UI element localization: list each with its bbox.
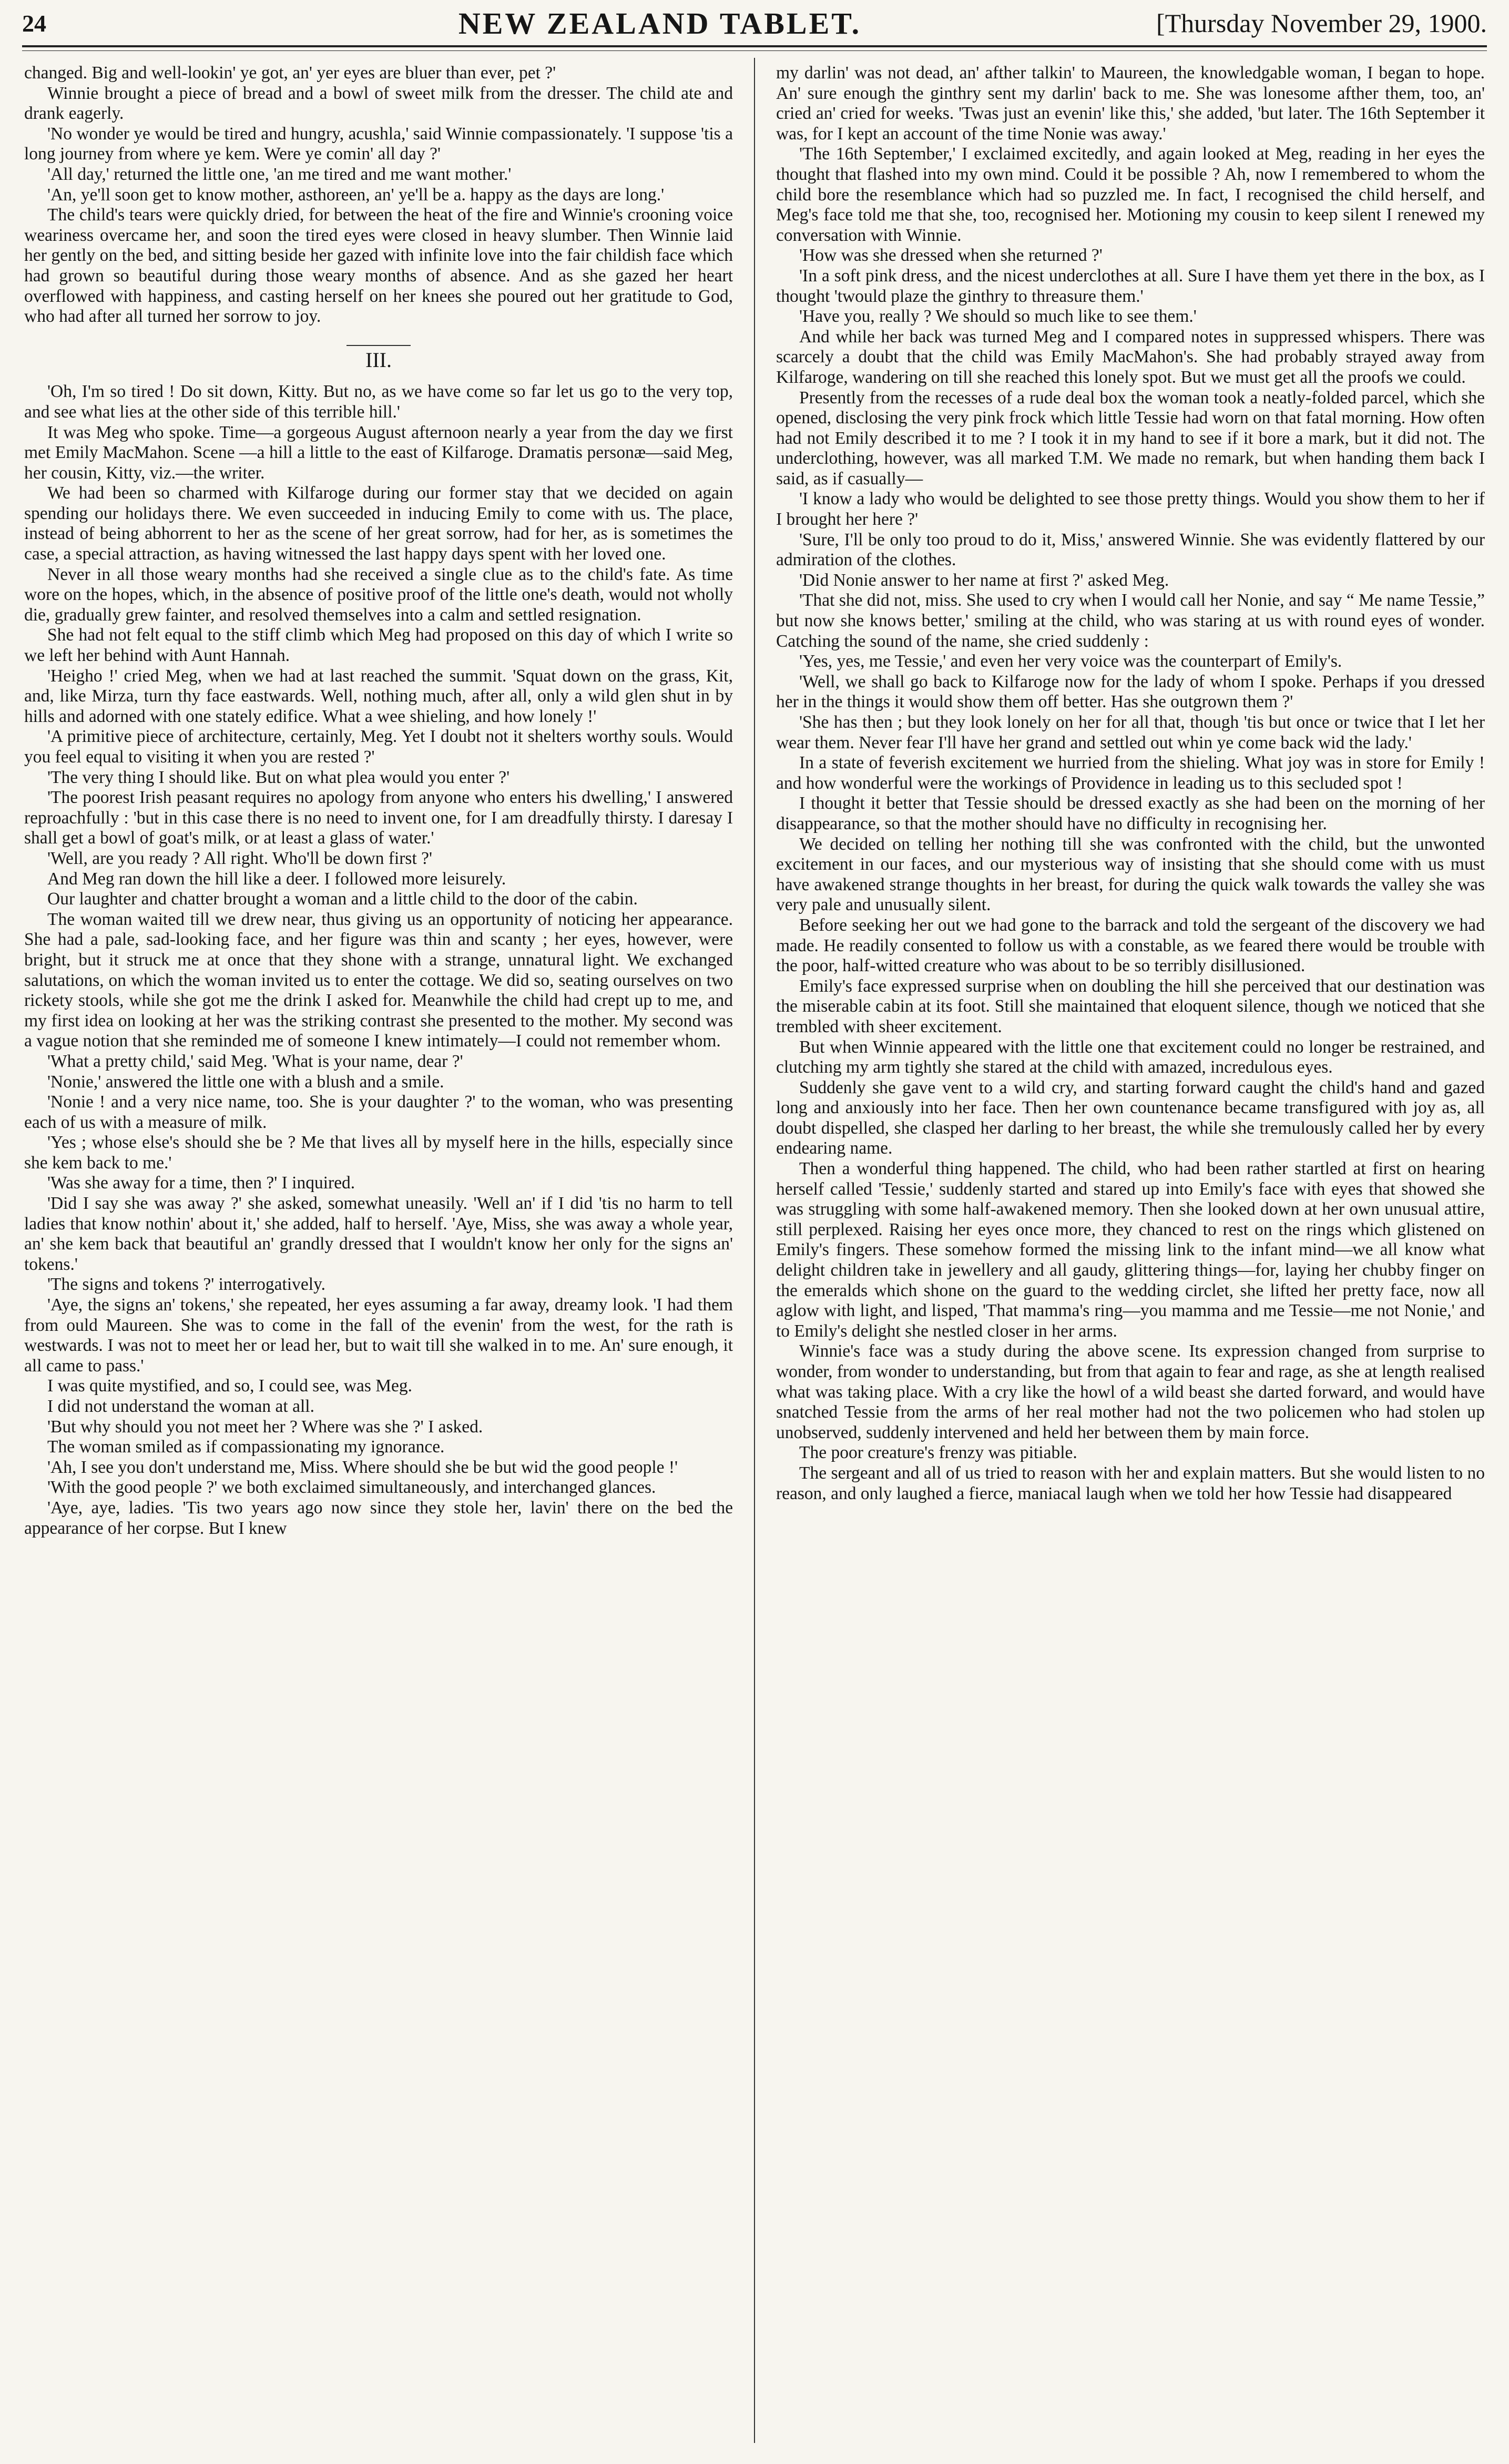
left-column-continuation [24,382,733,1539]
paragraph: 'Did I say she was away ?' she asked, somewhat uneasily. 'Well an' if I did 'tis no harm to tell ladies that know nothin' about it,' she added, half to herself. 'Aye, Miss, she was away a whole year, an' she kem back that beautiful an' grandly dressed that I wouldn't know her only for the signs an' tokens.' [24,1194,733,1274]
paragraph: But when Winnie appeared with the little one that excitement could no longer be restrained, and clutching my arm tightly she stared at the child with amazed, incredulous eyes. [776,1037,1485,1077]
paragraph: 'Aye, the signs an' tokens,' she repeated, her eyes assuming a far away, dreamy look. 'I had them from ould Maureen. She was to come in the fall of the evenin' from the west, for the rath is westwards. I was not to meet her or lead her, but to wait till she walked in to me. An' sure enough, it all came to pass.' [24,1295,733,1376]
paragraph: 'Sure, I'll be only too proud to do it, Miss,' answered Winnie. She was evidently flattered by our admiration of the clothes. [776,530,1485,570]
page-number: 24 [22,9,46,37]
paragraph: She had not felt equal to the stiff climb which Meg had proposed on this day of which I write so we left her behind with Aunt Hannah. [24,625,733,666]
paragraph: 'Did Nonie answer to her name at first ?' asked Meg. [799,570,1169,590]
paragraph: 'Was she away for a time, then ?' I inquired. [47,1173,355,1193]
paragraph: The child's tears were quickly dried, for between the heat of the fire and Winnie's crooning voice weariness overcame her, and soon the tired eyes were closed in heavy slumber. Then Winnie laid her gently on the bed, and sitting beside her gazed with infinite love into the fair childish face which had grown so beautiful during those weary months of absence. And as she gazed her heart overflowed with happiness, and casting herself on her knees she poured out her gratitude to God, who had after all turned her sorrow to joy. [24,205,733,327]
paragraph: 'All day,' returned the little one, 'an me tired and me want mother.' [47,164,512,184]
paragraph: I thought it better that Tessie should be dressed exactly as she had been on the morning of her disappearance, so that the mother should have no difficulty in recognising her. [776,793,1485,833]
paragraph: Winnie's face was a study during the above scene. Its expression changed from surprise to wonder, from wonder to understanding, but from that again to fear and rage, as she at length realised what was taking place. With a cry like the howl of a wild beast she darted forward, and would have snatched Tessie from the arms of her real mother had not the two policemen who had stolen up unobserved, suddenly intervened and held her between them by main force. [776,1341,1485,1442]
paragraph: 'That she did not, miss. She used to cry when I would call her Nonie, and say “ Me name Tessie,” but now she knows better,' smiling at the child, who was staring at us with round eyes of wonder. Catching the sound of the name, she cried suddenly : [776,590,1485,651]
paragraph: Our laughter and chatter brought a woman and a little child to the door of the cabin. [47,889,638,909]
header-rule-thin [22,50,1487,51]
paragraph: 'How was she dressed when she returned ?' [799,246,1103,266]
paragraph: I was quite mystified, and so, I could see, was Meg. [47,1376,413,1396]
left-column [24,63,733,2453]
paragraph: Winnie brought a piece of bread and a bowl of sweet milk from the dresser. The child ate and drank eagerly. [24,83,733,124]
right-column [776,63,1485,2453]
left-column-opening [24,63,733,327]
paragraph: The woman smiled as if compassionating my ignorance. [47,1437,445,1457]
paragraph: 'I know a lady who would be delighted to see those pretty things. Would you show them to her if I brought her here ?' [776,489,1485,530]
paragraph: The poor creature's frenzy was pitiable. [799,1443,1077,1463]
paragraph: 'Well, we shall go back to Kilfaroge now for the lady of whom I spoke. Perhaps if you dressed her in the things it would show them off better. Has she outgrown them ?' [776,671,1485,712]
paragraph: Suddenly she gave vent to a wild cry, and starting forward caught the child's hand and gazed long and anxiously into her face. Then her own countenance became transfigured with joy as, all doubt dispelled, she clasped her darling to her breast, the while she tremulously called her by every endearing name. [776,1077,1485,1158]
paragraph: And Meg ran down the hill like a deer. I followed more leisurely. [47,869,506,889]
paragraph: We had been so charmed with Kilfaroge during our former stay that we decided on again spending our holidays there. We even succeeded in inducing Emily to come with us. The place, instead of being abhorrent to her as the scene of her great sorrow, had for her, as is sometimes the case, a special attraction, as having witnessed the last happy days spent with her loved one. [24,483,733,564]
right-column-body [776,63,1485,1504]
page-header [22,4,1487,42]
paragraph: 'But why should you not meet her ? Where was she ?' I asked. [47,1417,483,1437]
header-rule-thick [22,45,1487,47]
paragraph: 'Ah, I see you don't understand me, Miss. Where should she be but wid the good people !' [47,1457,678,1477]
paragraph: The sergeant and all of us tried to reason with her and explain matters. But she would listen to no reason, and only laughed a fierce, maniacal laugh when we told her how Tessie had disappeared [776,1463,1485,1503]
paragraph: Never in all those weary months had she received a single clue as to the child's fate. As time wore on the hopes, which, in the absence of positive proof of the little one's death, would not wholly die, gradually grew fainter, and resolved themselves into a calm and settled resignation. [24,564,733,625]
paragraph: my darlin' was not dead, an' afther talkin' to Maureen, the knowledgable woman, I began to hope. An' sure enough the ginthry sent my darlin' back to me. She was lonesome afther them, too, an' cried an' cried for weeks. 'Twas just an evenin' like this,' she added, 'but later. The 16th September it was, for I kept an account of the time Nonie was away.' [776,63,1485,144]
paragraph: 'The signs and tokens ?' interrogatively. [47,1275,326,1295]
dateline: [Thursday November 29, 1900. [1156,8,1487,38]
paragraph: 'Aye, aye, ladies. 'Tis two years ago now since they stole her, lavin' there on the bed the appearance of her corpse. But I knew [24,1498,733,1538]
paragraph: 'Yes ; whose else's should she be ? Me that lives all by myself here in the hills, especially since she kem back to me.' [24,1133,733,1173]
column-divider [754,58,755,2443]
paragraph: Emily's face expressed surprise when on doubling the hill she perceived that our destination was the miserable cabin at its foot. Still she maintained that eloquent silence, though we noticed that she trembled with sheer excitement. [776,976,1485,1036]
paragraph: 'An, ye'll soon get to know mother, asthoreen, an' ye'll be a. happy as the days are long.' [47,185,665,205]
paragraph: 'No wonder ye would be tired and hungry, acushla,' said Winnie compassionately. 'I suppose 'tis a long journey from where ye kem. Were ye comin' all day ?' [24,124,733,164]
paragraph: 'In a soft pink dress, and the nicest underclothes at all. Sure I have them yet there in the box, as I thought 'twould plaze the ginthry to threasure them.' [776,266,1485,306]
masthead-title: NEW ZEALAND TABLET. [458,6,862,40]
paragraph: The woman waited till we drew near, thus giving us an opportunity of noticing her appearance. She had a pale, sad-looking face, and her figure was thin and scanty ; her eyes, however, were bright, but it struck me at once that they shone with a strange, unnatural light. We exchanged salutations, on which the woman invited us to enter the cottage. We did so, seating ourselves on two rickety stools, while she got me the drink I asked for. Meanwhile the child had crept up to me, and my first idea on looking at her was the striking contrast she presented to the mother. My second was a vague notion that she reminded me of someone I knew intimately—I could not remember whom. [24,909,733,1051]
paragraph: 'The very thing I should like. But on what plea would you enter ?' [47,767,510,787]
paragraph: Then a wonderful thing happened. The child, who had been rather startled at first on hearing herself called 'Tessie,' suddenly started and stared up into Emily's face with eyes that showed she was struggling with some half-awakened memory. Then she looked down at her own unusual attire, still perplexed. Raising her eyes once more, they chanced to rest on the rings which glistened on Emily's fingers. These somehow formed the missing link to the infant mind—we all know what delight children take in jewellery and all gaudy, glittering things—for, laying her chubby finger on the emeralds which shone on the guard to the wedding circlet, she lifted her pretty face, now all aglow with light, and lisped, 'That mamma's ring—you mamma and me Tessie—me not Nonie,' and to Emily's delight she nestled closer in her arms. [776,1159,1485,1341]
paragraph: I did not understand the woman at all. [47,1397,314,1416]
paragraph: Before seeking her out we had gone to the barrack and told the sergeant of the discovery we had made. He readily consented to follow us with a constable, as we feared there would be trouble with the poor, half-witted creature who was about to be so terribly disillusioned. [776,915,1485,976]
paragraph: 'The 16th September,' I exclaimed excitedly, and again looked at Meg, reading in her eyes the thought that flashed into my own mind. Could it be possible ? Ah, now I remembered to whom the child bore the resemblance which had so puzzled me. In fact, I recognised the child herself, and Meg's face told me that she, too, recognised her. Motioning my cousin to keep silent I renewed my conversation with Winnie. [776,144,1485,245]
paragraph: 'Well, are you ready ? All right. Who'll be down first ?' [47,848,433,868]
section-heading [24,345,733,371]
paragraph: 'A primitive piece of architecture, certainly, Meg. Yet I doubt not it shelters worthy souls. Would you feel equal to visiting it when you are rested ?' [24,727,733,767]
paragraph: 'Yes, yes, me Tessie,' and even her very voice was the counterpart of Emily's. [799,651,1342,671]
paragraph: changed. Big and well-lookin' ye got, an' yer eyes are bluer than ever, pet ?' [24,63,556,83]
paragraph: We decided on telling her nothing till she was confronted with the child, but the unwonted excitement in our faces, and our mysterious way of insisting that she should come with us must have awakened strange thoughts in her breast, for during the quick walk towards the valley she was very pale and unusually silent. [776,834,1485,915]
paragraph: 'The poorest Irish peasant requires no apology from anyone who enters his dwelling,' I answered reproachfully : 'but in this case there is no need to invent one, for I am dreadfully thirsty. I daresay I shall get a bowl of goat's milk, or at least a glass of water.' [24,788,733,848]
paragraph: 'She has then ; but they look lonely on her for all that, though 'tis but once or twice that I let her wear them. Never fear I'll have her grand and settled out whin ye come back wid the lady.' [776,712,1485,752]
paragraph: And while her back was turned Meg and I compared notes in suppressed whispers. There was scarcely a doubt that the child was Emily MacMahon's. She had probably strayed away from Kilfaroge, wandering on till she reached this lonely spot. But we must get all the proofs we could. [776,327,1485,387]
section-number: III. [346,345,411,371]
paragraph: 'Heigho !' cried Meg, when we had at last reached the summit. 'Squat down on the grass, Kit, and, like Mirza, turn thy face eastwards. Well, nothing much, after all, only a wild glen shut in by hills and adorned with one stately edifice. What a wee shieling, and how lonely !' [24,666,733,726]
paragraph: It was Meg who spoke. Time—a gorgeous August afternoon nearly a year from the day we first met Emily MacMahon. Scene —a hill a little to the east of Kilfaroge. Dramatis personæ—said Meg, her cousin, Kitty, viz.—the writer. [24,422,733,483]
paragraph: 'What a pretty child,' said Meg. 'What is your name, dear ?' [47,1051,463,1071]
paragraph: 'Nonie,' answered the little one with a blush and a smile. [47,1072,444,1092]
paragraph: In a state of feverish excitement we hurried from the shieling. What joy was in store for Emily ! and how wonderful were the workings of Providence in leading us to this secluded spot ! [776,753,1485,793]
paragraph: 'Nonie ! and a very nice name, too. She is your daughter ?' to the woman, who was presenting each of us with a measure of milk. [24,1092,733,1132]
paragraph: 'With the good people ?' we both exclaimed simultaneously, and interchanged glances. [47,1478,656,1498]
paragraph: Presently from the recesses of a rude deal box the woman took a neatly-folded parcel, which she opened, disclosing the very pink frock which little Tessie had worn on that fatal morning. How often had not Emily described it to me ? I took it in my hand to see if it bore a mark, but it did not. The underclothing, however, was all marked T.M. We made no remark, but when handing them back I said, as if casually— [776,388,1485,488]
paragraph: 'Oh, I'm so tired ! Do sit down, Kitty. But no, as we have come so far let us go to the very top, and see what lies at the other side of this terrible hill.' [24,382,733,422]
paragraph: 'Have you, really ? We should so much like to see them.' [799,307,1197,327]
